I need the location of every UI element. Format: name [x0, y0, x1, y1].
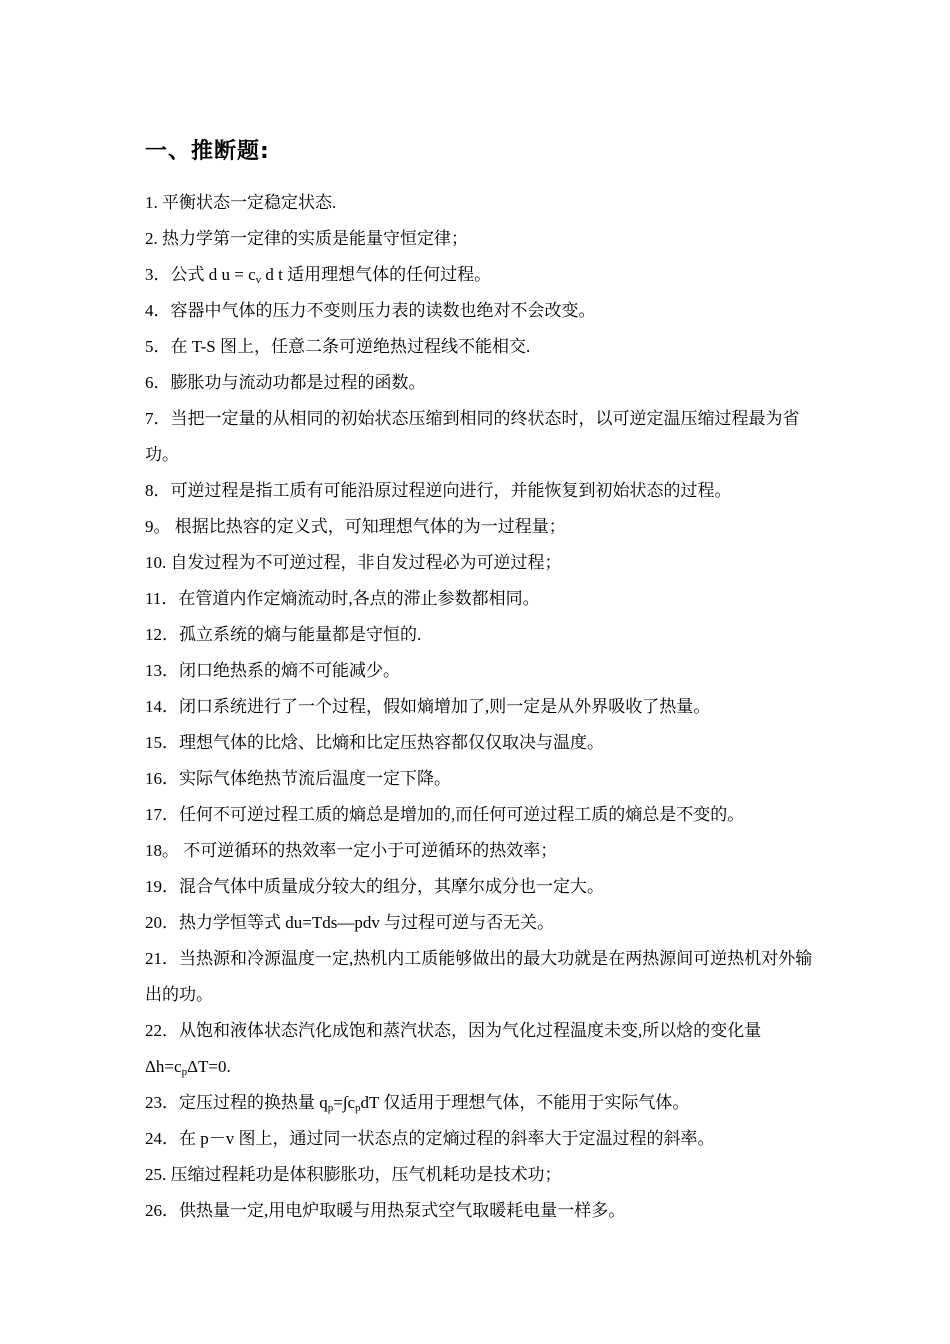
question-item: 10. 自发过程为不可逆过程，非自发过程必为可逆过程； [145, 553, 562, 572]
question-item: 24．在 p－v 图上，通过同一状态点的定熵过程的斜率大于定温过程的斜率。 [145, 1129, 715, 1148]
question-text: 3．公式 d u = c [145, 265, 256, 284]
subscript: p [355, 1102, 361, 1114]
question-item: 13．闭口绝热系的熵不可能减少。 [145, 661, 400, 680]
question-item [145, 1085, 813, 1121]
question-text: =∫c [333, 1093, 356, 1112]
subscript: v [255, 274, 262, 286]
question-list [145, 185, 813, 1229]
question-item: 18。 不可逆循环的热效率一定小于可逆循环的热效率； [145, 841, 558, 860]
question-item: 25. 压缩过程耗功是体积膨胀功，压气机耗功是技术功； [145, 1165, 562, 1184]
question-item: 11．在管道内作定熵流动时,各点的滞止参数都相同。 [145, 589, 540, 608]
subscript: p [327, 1102, 334, 1114]
question-item: 15．理想气体的比焓、比熵和比定压热容都仅仅取决与温度。 [145, 733, 604, 752]
subscript: p [181, 1066, 188, 1078]
question-item: 9。 根据比热容的定义式，可知理想气体的为一过程量； [145, 517, 566, 536]
question-text: ΔT=0. [187, 1057, 231, 1076]
question-item: 12．孤立系统的熵与能量都是守恒的. [145, 625, 422, 644]
question-item [145, 257, 813, 293]
question-item: 7．当把一定量的从相同的初始状态压缩到相同的终状态时，以可逆定温压缩过程最为省功。 [145, 409, 800, 464]
question-text: 23．定压过程的换热量 q [145, 1093, 328, 1112]
question-text: dT 仅适用于理想气体，不能用于实际气体。 [360, 1093, 690, 1112]
question-item: 8．可逆过程是指工质有可能沿原过程逆向进行，并能恢复到初始状态的过程。 [145, 481, 732, 500]
question-item: 21．当热源和冷源温度一定,热机内工质能够做出的最大功就是在两热源间可逆热机对外输出的功。 [145, 949, 813, 1004]
question-text: 22．从饱和液体状态汽化成饱和蒸汽状态，因为气化过程温度未变,所以焓的变化量 Δh=c [145, 1021, 762, 1076]
question-item: 6．膨胀功与流动功都是过程的函数。 [145, 373, 426, 392]
question-item: 26．供热量一定,用电炉取暖与用热泵式空气取暖耗电量一样多。 [145, 1201, 626, 1220]
question-item: 14．闭口系统进行了一个过程，假如熵增加了,则一定是从外界吸收了热量。 [145, 697, 711, 716]
question-item: 16．实际气体绝热节流后温度一定下降。 [145, 769, 451, 788]
question-item: 1. 平衡状态一定稳定状态. [145, 193, 337, 212]
question-item: 17．任何不可逆过程工质的熵总是增加的,而任何可逆过程工质的熵总是不变的。 [145, 805, 745, 824]
question-item: 4．容器中气体的压力不变则压力表的读数也绝对不会改变。 [145, 301, 596, 320]
question-item [145, 1013, 813, 1085]
question-item: 2. 热力学第一定律的实质是能量守恒定律； [145, 229, 468, 248]
question-item: 19．混合气体中质量成分较大的组分，其摩尔成分也一定大。 [145, 877, 604, 896]
question-item: 5．在 T-S 图上，任意二条可逆绝热过程线不能相交. [145, 337, 531, 356]
question-item: 20．热力学恒等式 du=Tds—pdv 与过程可逆与否无关。 [145, 913, 555, 932]
section-heading: 一、推断题: [145, 139, 270, 164]
question-text: d t 适用理想气体的任何过程。 [261, 265, 492, 284]
